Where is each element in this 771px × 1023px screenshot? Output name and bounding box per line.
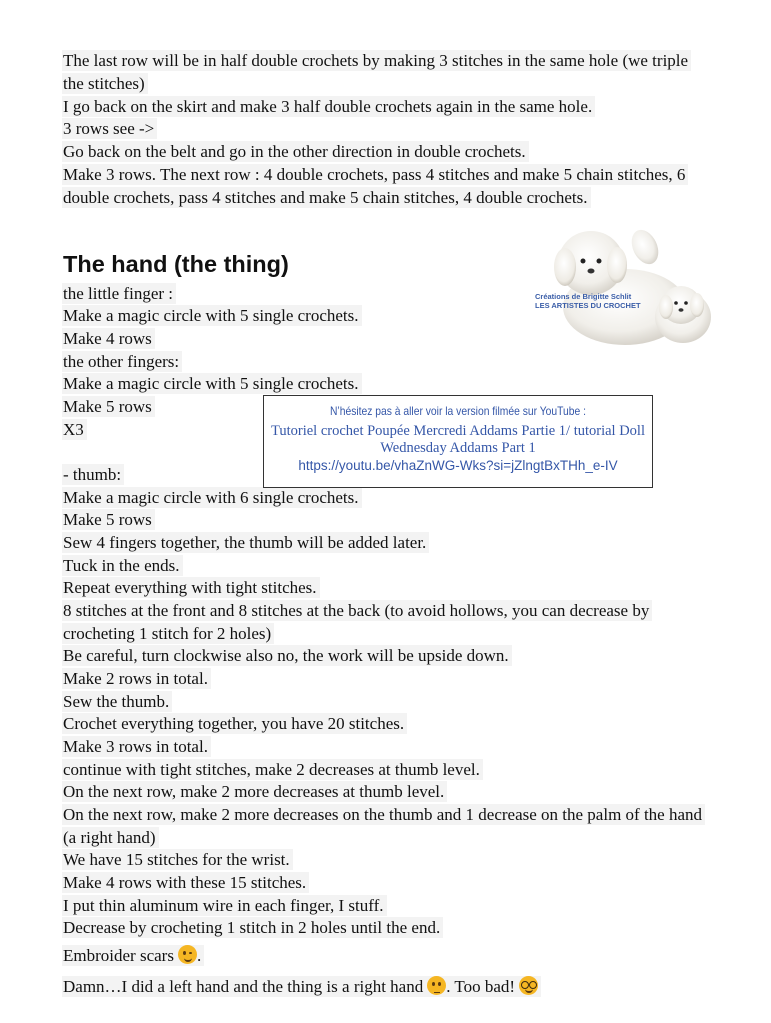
instruction-line: Sew the thumb. xyxy=(62,691,702,714)
nerd-face-emoji xyxy=(519,976,538,995)
youtube-video-title: Tutoriel crochet Poupée Mercredi Addams Partie 1/ tutorial Doll xyxy=(271,423,645,439)
youtube-link[interactable]: https://youtu.be/vhaZnWG-Wks?si=jZlngtBxTHh_e-IV xyxy=(298,458,618,473)
section-heading: The hand (the thing) xyxy=(63,251,289,277)
instruction-line: continue with tight stitches, make 2 decreases at thumb level. xyxy=(62,759,702,782)
instruction-line: 8 stitches at the front and 8 stitches at the back (to avoid hollows, you can decrease by crocheting 1 stitch for 2 holes) xyxy=(62,600,712,645)
photo-watermark: Créations de Brigitte Schlit LES ARTISTES DU CROCHET xyxy=(535,292,641,310)
instruction-line: Be careful, turn clockwise also no, the work will be upside down. xyxy=(62,645,702,668)
instruction-line: the little finger : xyxy=(62,283,702,306)
thinking-face-emoji xyxy=(427,976,446,995)
instruction-line: Tuck in the ends. xyxy=(62,555,702,578)
instruction-line: the other fingers: xyxy=(62,351,702,374)
instruction-line: Make 5 rows xyxy=(62,396,702,419)
intro-paragraph: The last row will be in half double crochets by making 3 stitches in the same hole (we triple the stitches) xyxy=(62,50,712,95)
youtube-video-title-cont: Wednesday Addams Part 1 xyxy=(380,440,536,456)
instruction-line: Make 5 rows xyxy=(62,509,702,532)
instruction-line: Make 2 rows in total. xyxy=(62,668,702,691)
intro-paragraph: 3 rows see -> xyxy=(62,118,712,141)
intro-paragraph: Go back on the belt and go in the other direction in double crochets. xyxy=(62,141,712,164)
instruction-line: X3 xyxy=(62,419,702,442)
instruction-line: Make a magic circle with 5 single crochets. xyxy=(62,373,702,396)
instruction-line: Crochet everything together, you have 20 stitches. xyxy=(62,713,702,736)
winking-face-emoji xyxy=(178,945,197,964)
instruction-line: - thumb: xyxy=(62,464,702,487)
instruction-line: Make 4 rows xyxy=(62,328,702,351)
instruction-line: I put thin aluminum wire in each finger, I stuff. xyxy=(62,895,702,918)
instruction-line: On the next row, make 2 more decreases at thumb level. xyxy=(62,781,702,804)
instruction-line: Make 3 rows in total. xyxy=(62,736,702,759)
youtube-info-box xyxy=(263,395,653,488)
instruction-line: Repeat everything with tight stitches. xyxy=(62,577,702,600)
instruction-line: On the next row, make 2 more decreases on the thumb and 1 decrease on the palm of the hand (a right hand) xyxy=(62,804,712,849)
closing-line: Embroider scars . xyxy=(62,945,702,968)
intro-paragraph: Make 3 rows. The next row : 4 double crochets, pass 4 stitches and make 5 chain stitches, 6 double crochets, pass 4 stitches and make 5 chain stitches, 4 double crochets. xyxy=(62,164,712,209)
instruction-line: We have 15 stitches for the wrist. xyxy=(62,849,702,872)
intro-paragraph: I go back on the skirt and make 3 half double crochets again in the same hole. xyxy=(62,96,712,119)
instruction-line: Make a magic circle with 5 single crochets. xyxy=(62,305,702,328)
instruction-line: Make a magic circle with 6 single crochets. xyxy=(62,487,702,510)
youtube-invite-text: N’hésitez pas à aller voir la version filmée sur YouTube : xyxy=(329,404,587,418)
instruction-line: Make 4 rows with these 15 stitches. xyxy=(62,872,702,895)
instruction-line: Sew 4 fingers together, the thumb will be added later. xyxy=(62,532,702,555)
instruction-line: Decrease by crocheting 1 stitch in 2 holes until the end. xyxy=(62,917,702,940)
closing-line: Damn…I did a left hand and the thing is a right hand . Too bad! xyxy=(62,976,702,999)
